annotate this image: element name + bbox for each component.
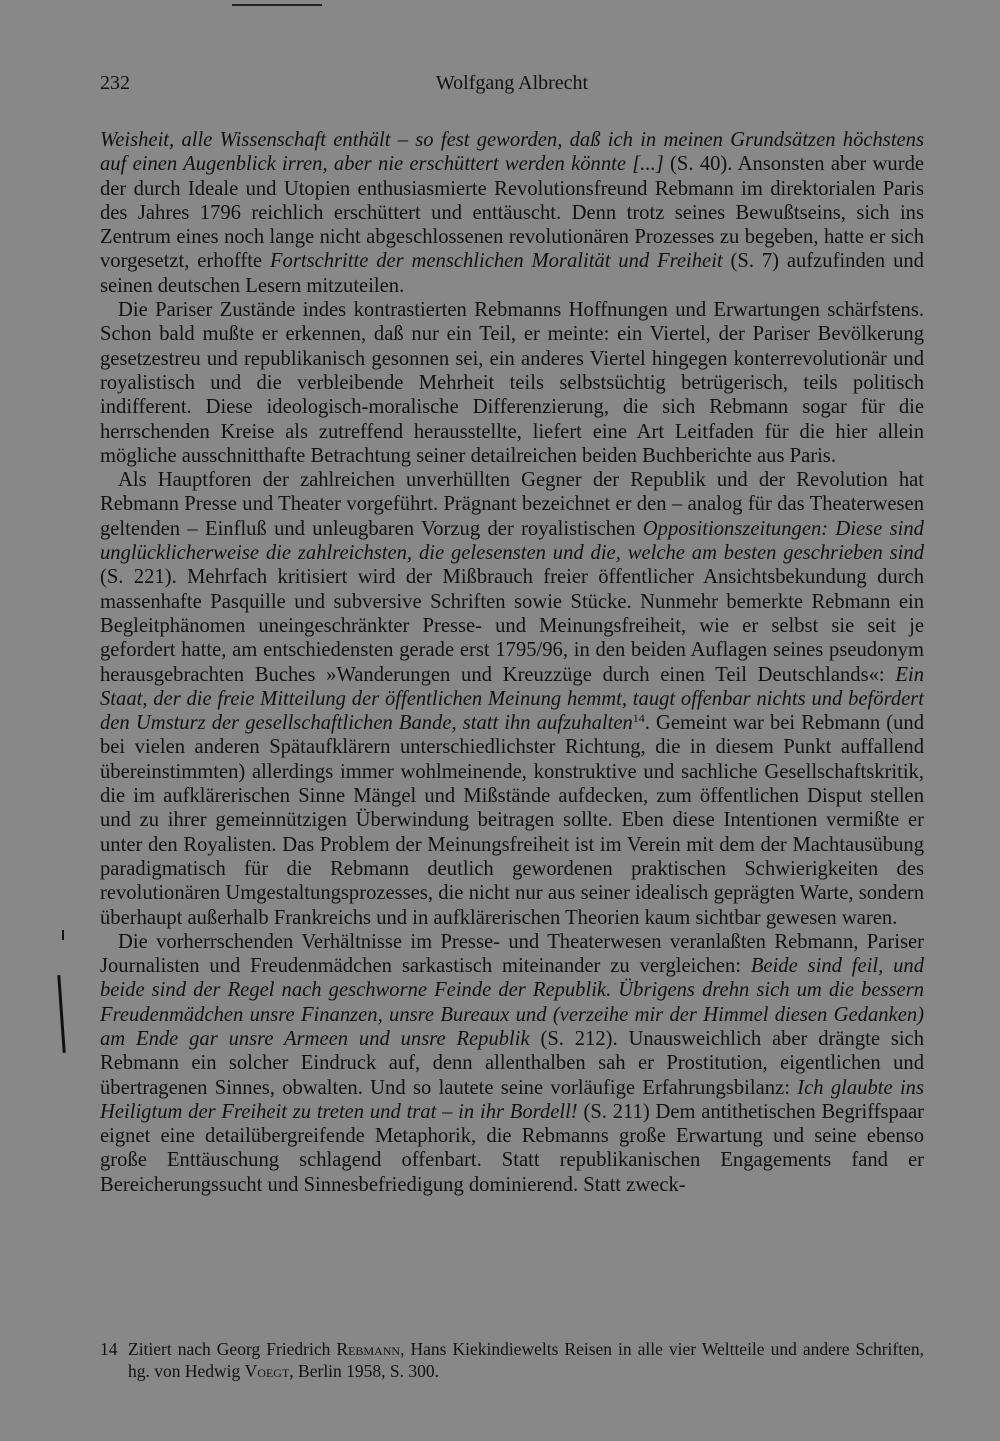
page-header xyxy=(100,72,924,102)
text-run: (S. 212). Unausweichlich aber drängte sich Rebmann ein solcher Eindruck auf, denn allenthalben sah er Prostitution, eigentlichen und übertragenen Sinnes, obwalten. Und so lautete seine vorläufige Erfahrungsbilanz: xyxy=(100,1027,924,1099)
running-head: Wolfgang Albrecht xyxy=(435,72,589,94)
paragraph-4 xyxy=(100,930,924,1197)
quote: Weisheit, alle Wissenschaft enthält – so fest geworden, daß ich in meinen Grundsätzen höchstens auf einen Augenblick irren, aber nie erschüttert werden könnte [...] xyxy=(100,129,924,176)
text-run: (S. 211) Dem antithetischen Begriffspaar eignet eine detailübergreifende Metaphorik, die Rebmanns große Erwartung und seine ebenso große Enttäuschung schlagend offenbart. Statt republikanischen Engagements fand er Bereicherungssucht und Sinnesbefriedigung dominierend. Statt zweck- xyxy=(100,1100,924,1196)
margin-tick-mark xyxy=(62,930,64,940)
paragraph-2: Die Pariser Zustände indes kontrastierten Rebmanns Hoffnungen und Erwartungen schärfstens. Schon bald mußte er erkennen, daß nur ein Teil, er meinte: ein Viertel, der Pariser Bevölkerung gesetzestreu und republikanisch gesonnen sei, ein anderes Viertel hingegen konterrevolutionär und royalistisch und die verbleibende Mehrheit teils selbstsüchtig betrügerisch, teils politisch indifferent. Diese ideologisch-moralische Differenzierung, die sich Rebmann sogar für die herrschenden Kreise als zutreffend herausstellte, liefert eine Art Leitfaden für die hier allein mögliche ausschnitthafte Betrachtung seiner detailreichen beiden Buchberichte aus Paris. xyxy=(100,299,924,467)
quote: Ein Staat, der die freie Mitteilung der öffentlichen Meinung hemmt, taugt offenbar nichts und befördert den Umsturz der gesellschaftlichen Bande, statt ihn aufzuhalten xyxy=(100,663,924,735)
footnote-reference[interactable]: 14 xyxy=(632,711,645,726)
margin-line-mark xyxy=(57,975,65,1053)
text-run: (S. 7) aufzufinden und seinen deutschen Lesern mitzuteilen. xyxy=(100,250,924,297)
editor-name: Voegt xyxy=(244,1361,290,1381)
page-number: 232 xyxy=(100,72,130,94)
quote: Ich glaubte ins Heiligtum der Freiheit zu treten und trat – in ihr Bordell! xyxy=(100,1076,924,1123)
scan-artifact xyxy=(232,4,322,6)
text-run: (S. 221). Mehrfach kritisiert wird der Mißbrauch freier öffentlicher Ansichtsbekundung durch massenhafte Pasquille und subversive Schriften sowie Stücke. Nunmehr bemerkte Rebmann ein Begleitphänomen uneingeschränkter Presse- und Meinungsfreiheit, wie er selbst sie seit je gefordert hatte, am entschiedensten gerade erst 1795/96, in den beiden Auflagen seines pseudonym herausgebrachten Buches »Wanderungen und Kreuzzüge durch einen Teil Deutschlands«: xyxy=(100,566,924,686)
text-run: . Gemeint war bei Rebmann (und bei vielen anderen Spätaufklärern unterschiedlichster Richtung, die in diesem Punkt auffallend übereinstimmten) allerdings immer wohlmeinende, konstruktive und sachliche Gesellschaftskritik, die im aufklärerischen Sinne Mängel und Mißstände aufdecken, zum öffentlichen Disput stellen und zu ihrer gemeinnützigen Überwindung beitragen sollte. Eben diese Intentionen vermißte er unter den Royalisten. Das Problem der Meinungsfreiheit ist im Verein mit dem der Machtausübung paradigmatisch für die Rebmann deutlich gewordenen praktischen Schwierigkeiten des revolutionären Umgestaltungsprozesses, die nicht nur aus seiner idealisch geprägten Warte, sondern überhaupt außerhalb Frankreichs und in aufklärerischen Theorien kaum sichtbar gewesen waren. xyxy=(100,712,924,929)
body-text xyxy=(100,128,924,1197)
footnote-number: 14 xyxy=(100,1339,118,1359)
quote: Oppositionszeitungen: Diese sind unglücklicherweise die zahlreichsten, die gelesensten und die, welche am besten geschrieben sind xyxy=(100,517,924,565)
text-run: Die vorherrschenden Verhältnisse im Presse- und Theaterwesen veranlaßten Rebmann, Pariser Journalisten und Freudenmädchen sarkastisch miteinander zu vergleichen: xyxy=(100,930,924,978)
footnotes xyxy=(100,1338,924,1382)
quote: Fortschritte der menschlichen Moralität und Freiheit xyxy=(269,250,723,273)
text-run: Zitiert nach Georg Friedrich xyxy=(128,1339,337,1359)
quote: Beide sind feil, und beide sind der Regel nach geschworne Feinde der Republik. Übrigens drehn sich um die bessern Freudenmädchen unsre Finanzen, unsre Bureaux und (verzeihe mir der Himmel diesen Gedanken) am Ende gar unsre Armeen und unsre Republik xyxy=(100,955,924,1050)
footnote-14 xyxy=(100,1338,924,1382)
text-run: (S. 40). Ansonsten aber wurde der durch Ideale und Utopien enthusiasmierte Revolutionsfreund Rebmann im direktorialen Paris des Jahres 1796 reichlich erschüttert und enttäuscht. Denn trotz seines Bewußtseins, sich ins Zentrum eines noch lange nicht abgeschlossenen revolutionären Prozesses zu begeben, hatte er sich vorgesetzt, erhoffte xyxy=(100,153,925,273)
paragraph-1 xyxy=(100,128,924,298)
author-name: Rebmann xyxy=(336,1339,401,1359)
paragraph-3 xyxy=(100,468,924,930)
text-run: Als Hauptforen der zahlreichen unverhüllten Gegner der Republik und der Revolution hat Rebmann Presse und Theater vorgeführt. Prägnant bezeichnet er den – analog für das Theaterwesen geltenden – Einfluß und unleugbaren Vorzug der royalistischen xyxy=(100,469,924,540)
text-run: , Berlin 1958, S. 300. xyxy=(289,1361,440,1381)
text-run: , Hans Kiekindiewelts Reisen in alle vier Weltteile und andere Schriften, hg. von Hedwig xyxy=(128,1339,924,1381)
